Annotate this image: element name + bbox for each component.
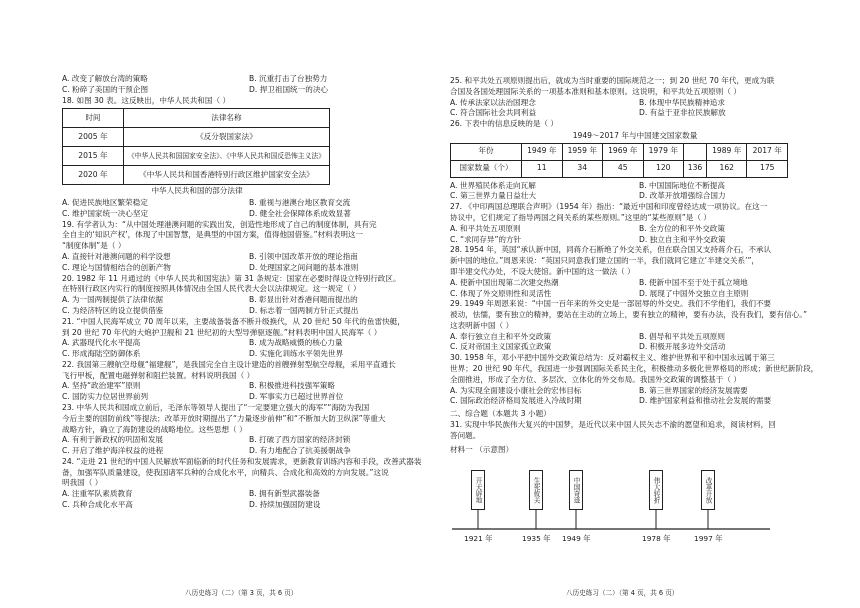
left-page <box>62 74 428 511</box>
option: B. 第三世界国家的经济发展需要 <box>639 385 748 395</box>
option: C. 国防实力位居世界前列 <box>62 392 149 402</box>
option: D. 标志着一国两制方针正式提出 <box>249 305 359 315</box>
option: B. 全方位的和平外交政策 <box>639 223 725 233</box>
q24-stem-line: 明我国（ ） <box>62 478 103 488</box>
option: D. 有力地配合了抗美援朝战争 <box>249 446 351 456</box>
q22-stem-line: 飞行甲板，配置电磁弹射和阻拦装置。材料说明我国（ ） <box>62 370 255 380</box>
q21-stem-line: 到 20 世纪 70 年代的大炮护卫舰和 21 世纪初的大型导弹驱逐舰。”材料表明中国人民海军（ ） <box>62 327 382 337</box>
q27-options <box>450 224 820 246</box>
option: B. 中国国际地位不断提高 <box>639 180 725 190</box>
q20-options <box>62 295 428 317</box>
q30-stem-line: 全面推进，形成了全方位、多层次、立体化的外交布局。我国外交政策的调整基于（ ） <box>450 374 741 384</box>
table-cell: 11 <box>522 160 563 177</box>
q19-options <box>62 252 428 274</box>
option: D. 有益于亚非拉民族解放 <box>639 108 726 118</box>
section-heading: 二、综合题（本题共 3 小题） <box>450 409 551 419</box>
q28-stem-line: 即半建交代办处，不设大使馆。新中国的这一做法（ ） <box>450 266 635 276</box>
table-cell: 2015 年 <box>63 147 124 166</box>
table-cell: 1969 年 <box>603 143 644 160</box>
option: C. 体现了外交原则性和灵活性 <box>450 288 552 298</box>
option: A. 奉行独立自主和平外交政策 <box>450 331 552 341</box>
option: D. 军事实力已超过世界首位 <box>249 392 344 402</box>
q24-stem-line: 备，加强军队质量建设，使我国诸军兵种的合成化水平，向精兵、合成化和高效的方向发展。”这说 <box>62 467 389 477</box>
q25-options <box>450 98 820 120</box>
option: B. 沉重打击了台独势力 <box>249 74 328 83</box>
table-cell: 34 <box>562 160 603 177</box>
timeline-year: 1978 年 <box>642 534 671 544</box>
option: A. 世界殖民体系走向瓦解 <box>450 180 536 190</box>
option: A. 注重军队素质教育 <box>62 489 133 499</box>
table-cell: 2017 年 <box>747 143 788 160</box>
page-footer-right: 八历史练习（二）（第 4 页，共 6 页） <box>566 589 679 597</box>
q30-stem-line: 30. 1958 年，邓小平把中国外交政策总结为：反对霸权主义、维护世界和平和中国永远属于第三 <box>450 353 775 363</box>
timeline-year: 1935 年 <box>522 534 551 544</box>
option: B. 体现中华民族精神追求 <box>639 97 725 107</box>
table-cell: 《中华人民共和国香港特别行政区维护国家安全法》 <box>123 166 329 185</box>
table-header: 国家数量（个） <box>451 160 522 177</box>
table-caption: 中华人民共和国的部分法律 <box>151 186 243 196</box>
option: D. 积极开展多边外交活动 <box>639 342 726 352</box>
table-cell: 162 <box>706 160 747 177</box>
option: C. 反对帝国主义国家孤立政策 <box>450 342 552 352</box>
option: C. 兵种合成化水平高 <box>62 500 133 509</box>
q26-stem: 26. 下表中的信息反映的是（ ） <box>450 119 559 129</box>
table-cell: 1949 年 <box>522 143 563 160</box>
table-header: 时间 <box>63 109 124 128</box>
option: A. 使新中国出现第二次建交热潮 <box>450 277 559 287</box>
q29-options <box>450 332 820 354</box>
option: B. 引领中国改革开放的理论指南 <box>249 252 358 262</box>
q20-stem-line: 在特别行政区内实行的制度按照具体情况由全国人民代表大会以法律规定。这一规定（ ） <box>62 284 361 294</box>
table-title: 1949～2017 年与中国建交国家数量 <box>572 130 698 140</box>
option: B. 使新中国不至于处于孤立境地 <box>639 277 748 287</box>
timeline-box: 开天辟地 <box>471 470 485 510</box>
timeline-lines <box>450 460 820 550</box>
option: B. 倡导和平共处五项原则 <box>639 331 725 341</box>
option: D. 持续加强国防建设 <box>249 500 321 509</box>
q31-stem-line: 答问题。 <box>450 430 481 440</box>
option: B. 彰显出针对香港问题而提出的 <box>249 295 358 305</box>
q18-stem: 18. 如图 30 表。这反映出，中华人民共和国（ ） <box>62 95 231 105</box>
option: A. 为实现全面建设小康社会的宏伟目标 <box>450 385 582 395</box>
q25-stem-line: 25. 和平共处五项原则提出后，就成为当时重要的国际规范之一；到 20 世纪 70 年代，更成为联 <box>450 76 775 85</box>
table-cell: 2005 年 <box>63 128 124 147</box>
timeline-year: 1997 年 <box>694 534 723 544</box>
q19-stem-line: “制度体制”是（ ） <box>62 241 126 251</box>
table-cell: 2020 年 <box>63 166 124 185</box>
q29-stem-line: 29. 1949 年周恩来说：“中国一百年来的外交史是一部屈辱的外交史。我们不学他们，我们不要 <box>450 299 772 309</box>
option: A. 和平共处五项原则 <box>450 223 521 233</box>
option: D. 维护国家利益和推动社会发展的需要 <box>639 396 772 406</box>
q30-options <box>450 386 820 408</box>
option: B. 打破了西方国家的经济封锁 <box>249 435 351 445</box>
q22-stem-line: 22. 我国第三艘航空母舰“福建舰”，是我国完全自主设计建造的首艘弹射型航空母舰，采用平直通长 <box>62 359 396 369</box>
option: A. 改变了解放台湾的策略 <box>62 74 148 83</box>
option: B. 拥有新型武器装备 <box>249 489 320 499</box>
table-row <box>63 128 330 147</box>
option: C. 理论与国情相结合的创新产物 <box>62 262 171 272</box>
option: C. 国际政治经济格局发展进入冷战时期 <box>450 396 582 406</box>
q18-options <box>62 198 428 220</box>
q23-stem-line: 23. 中华人民共和国成立前后，毛泽东等领导人提出了“一定要建立强大的海军”“海防为我国 <box>62 402 370 412</box>
option: D. 展现了中国外交独立自主原则 <box>639 288 749 298</box>
q29-stem-line: 这表明新中国（ ） <box>450 320 514 330</box>
table-header: 法律名称 <box>123 109 329 128</box>
table-cell: 《中华人民共和国国家安全法》、《中华人民共和国反恐怖主义法》 <box>123 147 329 166</box>
material-label: 材料一 （示意图） <box>450 445 514 455</box>
q26-options <box>450 181 820 203</box>
option: A. 坚持“政治建军”原则 <box>62 381 141 391</box>
option: C. 为经济特区的设立提供借鉴 <box>62 305 164 315</box>
option: C. 开启了维护海洋权益的进程 <box>62 446 164 456</box>
page-footer-left: 八历史练习（二）（第 3 页，共 6 页） <box>185 589 298 597</box>
option: C. 第三世界力量日益壮大 <box>450 191 537 201</box>
option: C. 维护国家统一决心坚定 <box>62 208 149 218</box>
option: A. 有利于新政权的巩固和发展 <box>62 435 164 445</box>
timeline-box: 伟大转折 <box>649 470 663 510</box>
option: A. 促进民族地区繁荣稳定 <box>62 198 148 208</box>
table-cell: 1979 年 <box>643 143 684 160</box>
q23-stem-line: 今后主要的国防前线”等提法；改革开放时期提出了“力量逐步前伸”和“不断加大防卫纵深”等重大 <box>62 413 386 423</box>
option: D. 处理国家之间问题的基本准则 <box>249 262 359 272</box>
timeline-box: 生死攸关 <box>529 470 543 510</box>
option: D. 实施化训练水平领先世界 <box>249 349 344 359</box>
option: A. 武器现代化水平提高 <box>62 338 141 348</box>
option: B. 成为战略威慑的核心力量 <box>249 338 343 348</box>
table-row <box>63 147 330 166</box>
option: D. 独立自主和平外交政策 <box>639 234 726 244</box>
table-row <box>63 166 330 185</box>
right-page <box>450 76 820 550</box>
option: C. “求同存异”的方针 <box>450 234 522 244</box>
timeline-diagram <box>450 460 820 550</box>
option: C. 粉碎了美国的干预企图 <box>62 84 149 94</box>
q18-law-table <box>62 108 330 185</box>
table-row <box>451 160 788 177</box>
table-cell: 1959 年 <box>562 143 603 160</box>
table-cell: 1989 年 <box>706 143 747 160</box>
timeline-box: 改革开放 <box>701 470 715 510</box>
q23-options <box>62 435 428 457</box>
option: A. 传承法家以法治国理念 <box>450 97 536 107</box>
q20-stem-line: 20. 1982 年 11 月通过的《中华人民共和国宪法》第 31 条规定：国家在必要时得设立特别行政区。 <box>62 273 401 283</box>
option: B. 积极推进科技强军策略 <box>249 381 335 391</box>
table-cell: 《反分裂国家法》 <box>123 128 329 147</box>
option: C. 符合国际社会共同利益 <box>450 108 537 118</box>
q28-stem-line: 28. 1954 年，英国“承认新中国，同蒋介石断绝了外交关系，但在联合国又支持蒋介石，不承认 <box>450 245 772 255</box>
q30-stem-line: 世界；20 世纪 90 年代，我国进一步强调国际关系民主化，积极推动多极化世界格局的形成；新世纪新阶段， <box>450 363 819 373</box>
option: D. 改革开放增强综合国力 <box>639 191 726 201</box>
q19-stem-line: 19. 有学者认为：“从中国处理港澳问题的实践出发，创造性地形成了自己的制度体制，具有完 <box>62 219 377 229</box>
option: D. 捍卫祖国统一的决心 <box>249 84 329 94</box>
q21-stem-line: 21. “中国人民海军成立 70 周年以来，主要战备装备不断升级换代，从 20 世纪 50 年代的鱼雷快艇， <box>62 316 405 326</box>
q29-stem-line: 被动，怯懦，要有独立的精神，要站在主动的立场上，要有独立的精神，要有办法，没有我们，要有信心。” <box>450 310 808 320</box>
q31-stem-line: 31. 实现中华民族伟大复兴的中国梦，是近代以来中国人民矢志不渝的愿望和追求，阅读材料，回 <box>450 419 776 429</box>
table-cell <box>684 143 707 160</box>
timeline-year: 1949 年 <box>562 534 591 544</box>
q22-options <box>62 381 428 403</box>
table-cell: 136 <box>684 160 707 177</box>
timeline-year: 1921 年 <box>464 534 493 544</box>
option: B. 重视与港澳台地区教育交流 <box>249 198 351 208</box>
q17-options <box>62 74 428 96</box>
q26-stat-table <box>450 143 788 178</box>
q24-stem-line: 24. “走进 21 世纪的中国人民解放军面临新的时代任务和发展需求，更新教育训练内容和手段，改善武器装 <box>62 456 422 466</box>
q28-stem-line: 新中国的地位。”周恩来说：“英国只同意我们建立国的一半，我们就同它建立‘半建交关系’”， <box>450 256 759 266</box>
timeline-box: 中国奇迹 <box>569 470 583 510</box>
q19-stem-line: 全自主的‘知识产权’，体现了中国智慧，是典型的中国方案，值得他国借鉴。”材料表明这一 <box>62 230 364 240</box>
table-cell: 175 <box>747 160 788 177</box>
table-header-row <box>63 109 330 128</box>
option: A. 为一国两制提供了法律依据 <box>62 295 164 305</box>
table-row <box>451 143 788 160</box>
q28-options <box>450 278 820 300</box>
q27-stem-line: 27. 《中印两国总理联合声明》（1954 年）指出：“最近中国和印度曾经达成一项协议。在这一 <box>450 202 768 212</box>
q21-options <box>62 338 428 360</box>
option: C. 形成海陆空防御体系 <box>62 349 141 359</box>
option: D. 健全社会保障体系成效显著 <box>249 208 351 218</box>
q27-stem-line: 协议中，它们规定了指导两国之间关系的某些原则。”这里的“某些原则”是（ ） <box>450 213 712 223</box>
table-header: 年份 <box>451 143 522 160</box>
q24-options <box>62 489 428 511</box>
option: A. 直接针对港澳问题的科学设想 <box>62 252 171 262</box>
q23-stem-line: 战略方针，确立了海防建设的战略地位。这些思想（ ） <box>62 424 247 434</box>
table-cell: 120 <box>643 160 684 177</box>
table-cell: 45 <box>603 160 644 177</box>
q25-stem-line: 合国及各国处理国际关系的一项基本准则和基本原则。这说明，和平共处五项原则（ ） <box>450 86 741 96</box>
